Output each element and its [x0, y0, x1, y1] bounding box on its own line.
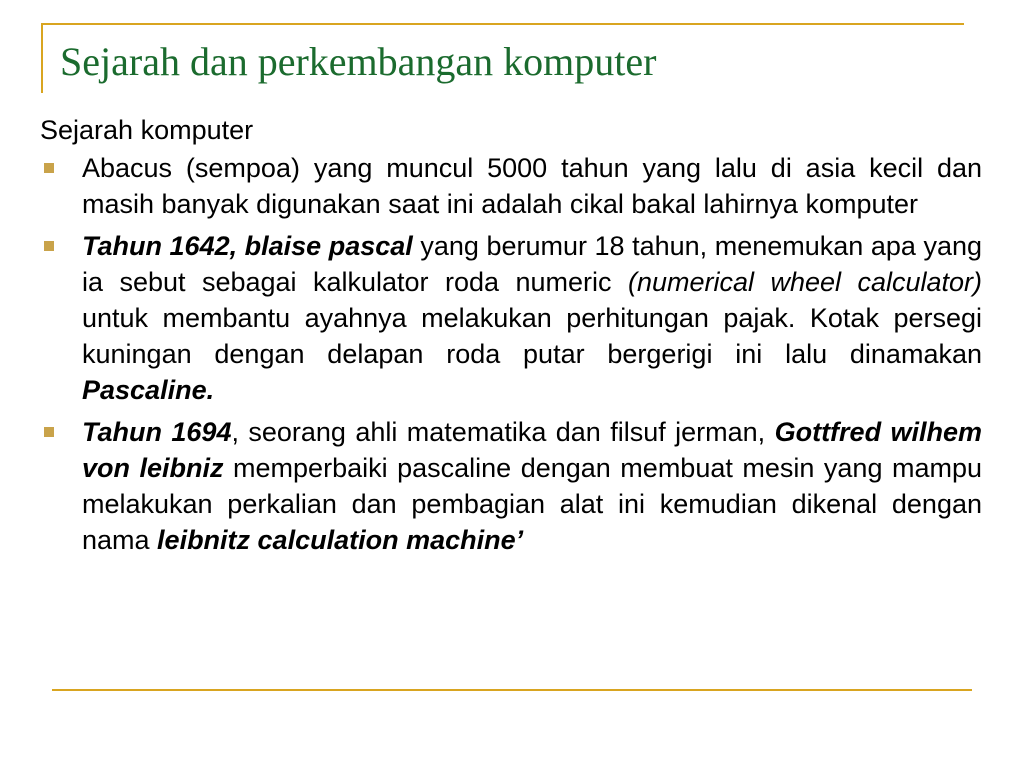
- bullet-item-abacus: [40, 150, 982, 222]
- square-bullet-icon: [44, 427, 54, 437]
- bullet-emphasis: leibnitz calculation machine’: [157, 525, 524, 555]
- bullet-list: [40, 150, 982, 558]
- bullet-item-leibniz: [40, 414, 982, 558]
- bullet-item-pascal: [40, 228, 982, 408]
- square-bullet-icon: [44, 163, 54, 173]
- title-top-rule: [42, 23, 964, 25]
- bullet-italic: (numerical wheel calculator): [627, 267, 982, 297]
- title-left-rule: [41, 23, 43, 93]
- footer-rule: [52, 689, 972, 691]
- bullet-emphasis: Gottfred wilhem von leibniz: [82, 417, 982, 483]
- bullet-text: untuk membantu ayahnya melakukan perhitungan pajak. Kotak persegi kuningan dengan delapan roda putar bergerigi ini lalu dinamakan: [82, 303, 982, 369]
- bullet-emphasis: Tahun 1694: [82, 417, 232, 447]
- slide-title: Sejarah dan perkembangan komputer: [60, 39, 657, 84]
- bullet-emphasis: Tahun 1642, blaise pascal: [82, 231, 413, 261]
- bullet-text: yang berumur 18 tahun, menemukan apa yang ia sebut sebagai kalkulator roda numeric: [82, 231, 982, 297]
- square-bullet-icon: [44, 241, 54, 251]
- section-heading: Sejarah komputer: [40, 115, 254, 145]
- bullet-text: Abacus (sempoa) yang muncul 5000 tahun yang lalu di asia kecil dan masih banyak digunakan saat ini adalah cikal bakal lahirnya komputer: [82, 153, 982, 219]
- bullet-text: memperbaiki pascaline dengan membuat mesin yang mampu melakukan perkalian dan pembagian alat ini kemudian dikenal dengan nama: [82, 453, 982, 555]
- bullet-emphasis: Pascaline.: [82, 375, 215, 405]
- bullet-text: , seorang ahli matematika dan filsuf jerman,: [231, 417, 775, 447]
- slide-body: [40, 112, 982, 564]
